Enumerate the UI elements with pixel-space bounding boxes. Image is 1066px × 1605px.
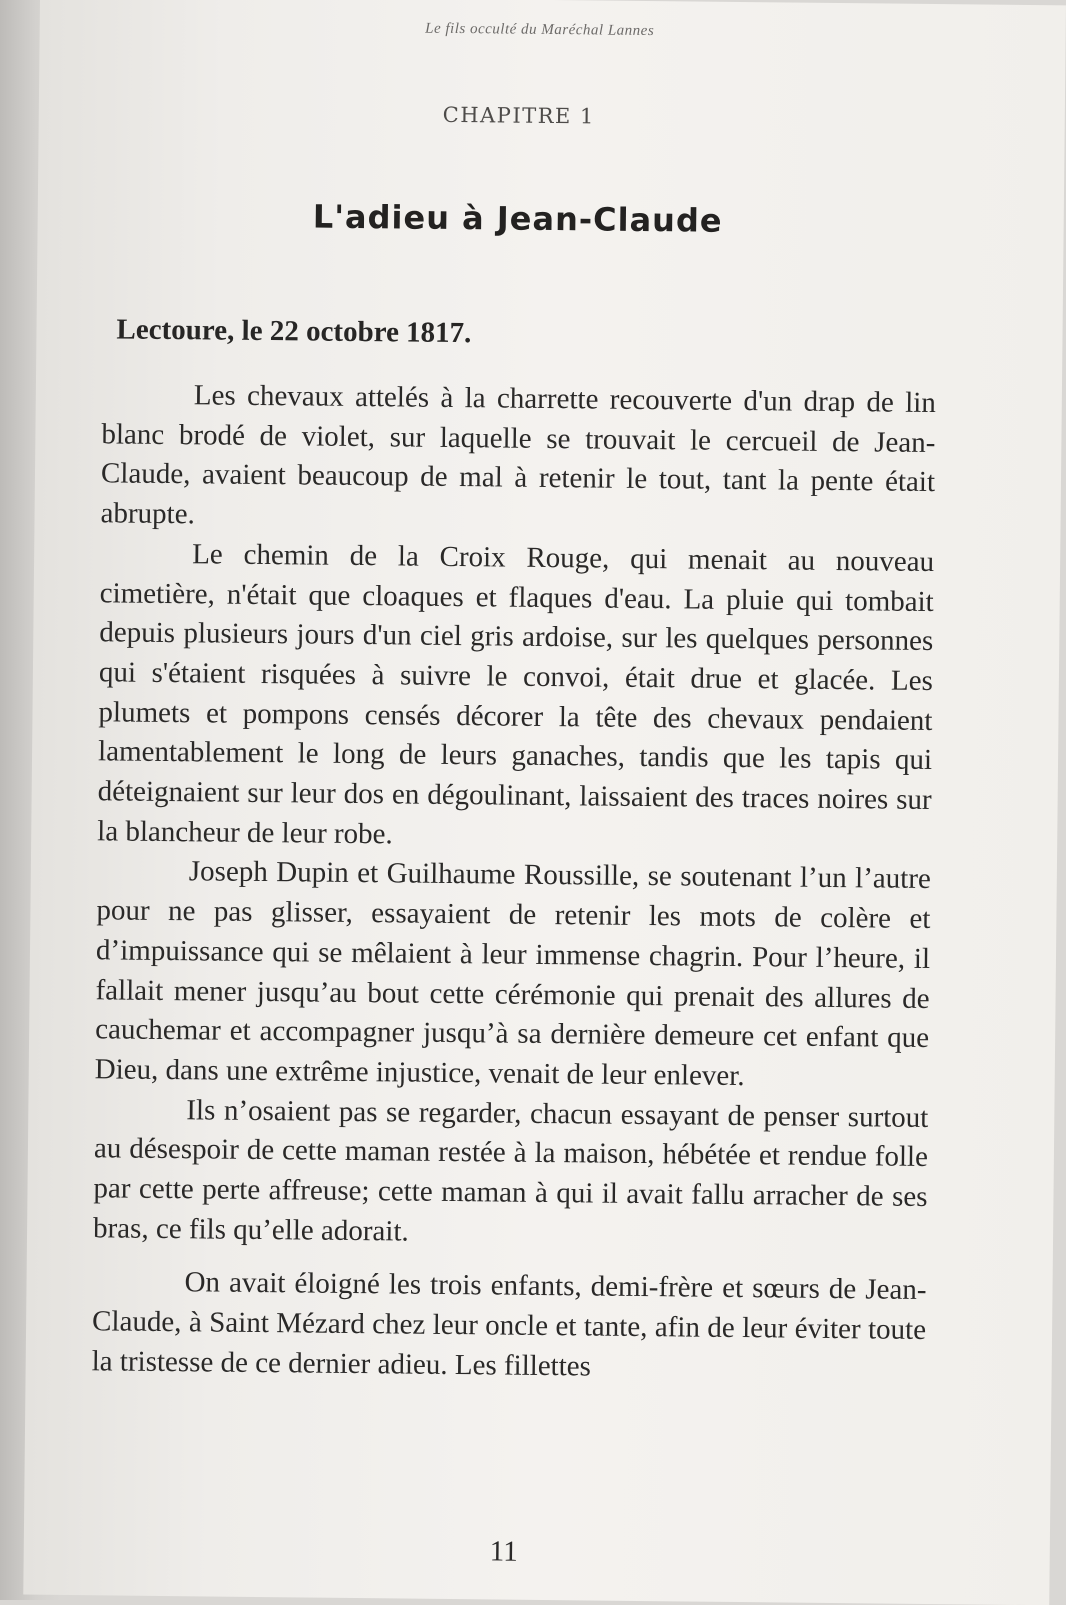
paragraph: Ils n’osaient pas se regarder, chacun essayant de penser surtout au désespoir de cette maman restée à la maison, hébétée et rendue folle par cette perte affreuse; cette maman à qui il avait fallu arracher de ses bras, ce fils qu’elle adorait. [92,1093,929,1248]
page-number: 11 [489,1535,518,1568]
body-text [92,375,936,1390]
chapter-title: L'adieu à Jean-Claude [312,197,723,240]
dateline: Lectoure, le 22 octobre 1817. [116,313,472,350]
paragraph: On avait éloigné les trois enfants, demi-frère et sœurs de Jean-Claude, à Saint Mézard chez leur oncle et tante, afin de leur éviter toute la tristesse de ce dernier adieu. Les fillettes [91,1266,927,1383]
running-head: Le fils occulté du Maréchal Lannes [425,20,655,40]
chapter-label: CHAPITRE 1 [442,102,595,129]
paragraph: Joseph Dupin et Guilhaume Roussille, se soutenant l’un l’autre pour ne pas glisser, essayaient de retenir les mots de colère et d’impuissance qui se mêlaient à leur immense chagrin. Pour l’heure, il fallait mener jusqu’au bout cette cérémonie qui prenait des allures de cauchemar et accompagner jusqu’à sa dernière demeure cet enfant que Dieu, dans une extrême injustice, venait de leur enlever. [94,855,931,1093]
paragraph: Le chemin de la Croix Rouge, qui menait au nouveau cimetière, n'était que cloaques et flaques d'eau. La pluie qui tombait depuis plusieurs jours d'un ciel gris ardoise, sur les quelques personnes qui s'étaient risquées à suivre le convoi, était drue et glacée. Les plumets et pompons censés décorer la tête des chevaux pendaient lamentablement le long de leurs ganaches, tandis que les tapis qui déteignaient sur leur dos en dégoulinant, laissaient des traces noires sur la blancheur de leur robe. [97,538,935,851]
paragraph: Les chevaux attelés à la charrette recouverte d'un drap de lin blanc brodé de violet, sur laquelle se trouvait le cercueil de Jean-Claude, avaient beaucoup de mal à retenir le tout, tant la pente était abrupte. [100,379,936,531]
book-page [23,0,1066,1605]
